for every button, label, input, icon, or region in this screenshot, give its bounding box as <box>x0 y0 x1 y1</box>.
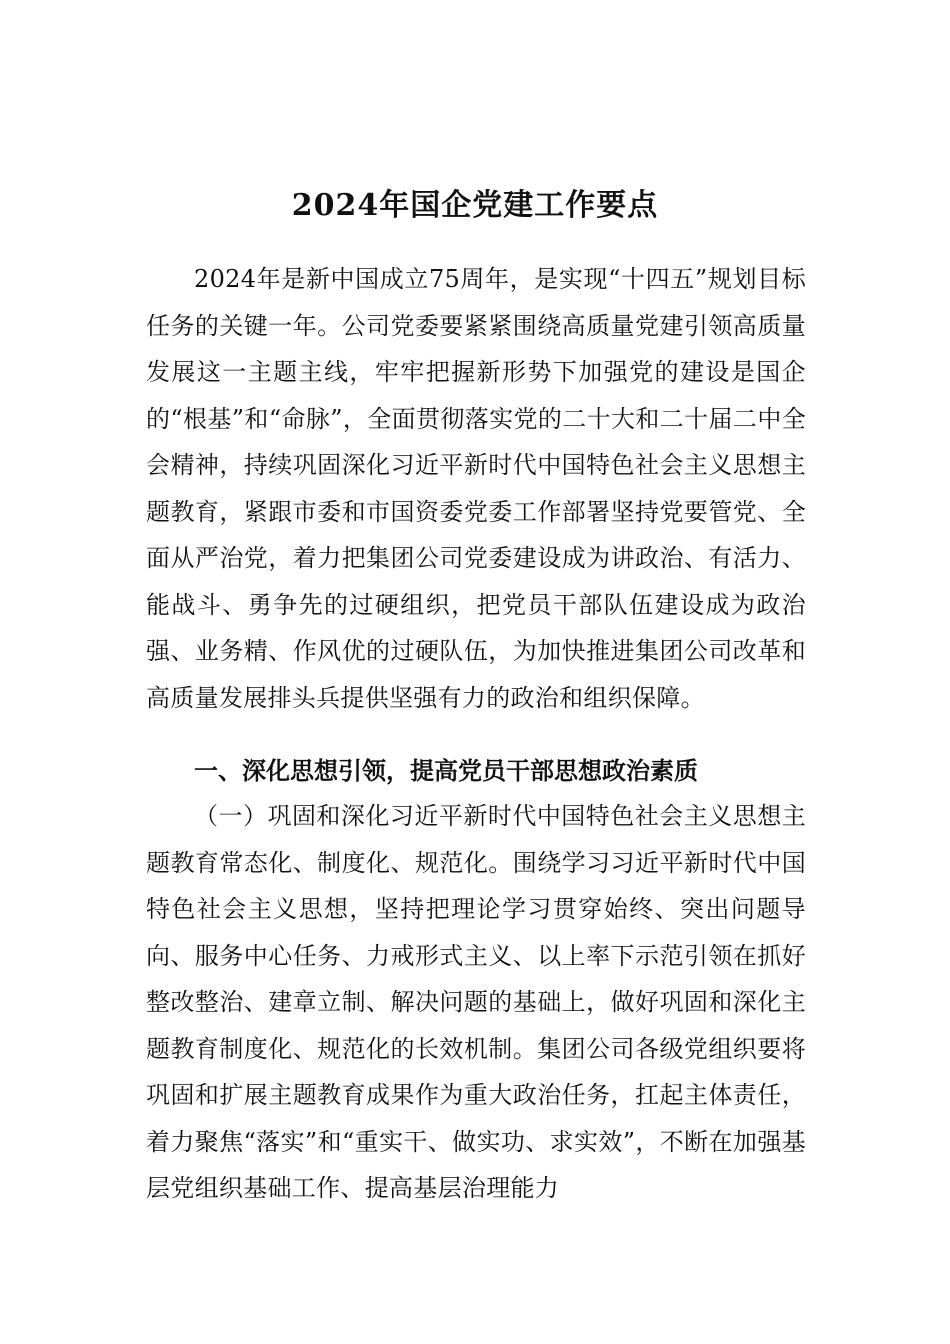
section-paragraph: （一）巩固和深化习近平新时代中国特色社会主义思想主题教育常态化、制度化、规范化。围绕学习习近平新时代中国特色社会主义思想，坚持把理论学习贯穿始终、突出问题导向、服务中心任务、力戒形式主义、以上率下示范引领在抓好整改整治、建章立制、解决问题的基础上，做好巩固和深化主题教育制度化、规范化的长效机制。集团公司各级党组织要将巩固和扩展主题教育成果作为重大政治任务，扛起主体责任，着力聚焦“落实”和“重实干、做实功、求实效”，不断在加强基层党组织基础工作、提高基层治理能力 <box>146 802 806 1202</box>
document-title: 2024年国企党建工作要点 <box>291 188 659 224</box>
intro-paragraph: 2024年是新中国成立75周年，是实现“十四五”规划目标任务的关键一年。公司党委要紧紧围绕高质量党建引领高质量发展这一主题主线，牢牢把握新形势下加强党的建设是国企的“根基”和“命脉”，全面贯彻落实党的二十大和二十届二中全会精神，持续巩固深化习近平新时代中国特色社会主义思想主题教育，紧跟市委和市国资委党委工作部署坚持党要管党、全面从严治党，着力把集团公司党委建设成为讲政治、有活力、能战斗、勇争先的过硬组织，把党员干部队伍建设成为政治强、业务精、作风优的过硬队伍，为加快推进集团公司改革和高质量发展排头兵提供坚强有力的政治和组织保障。 <box>146 265 806 712</box>
section-heading: 一、深化思想引领，提高党员干部思想政治素质 <box>194 757 698 785</box>
